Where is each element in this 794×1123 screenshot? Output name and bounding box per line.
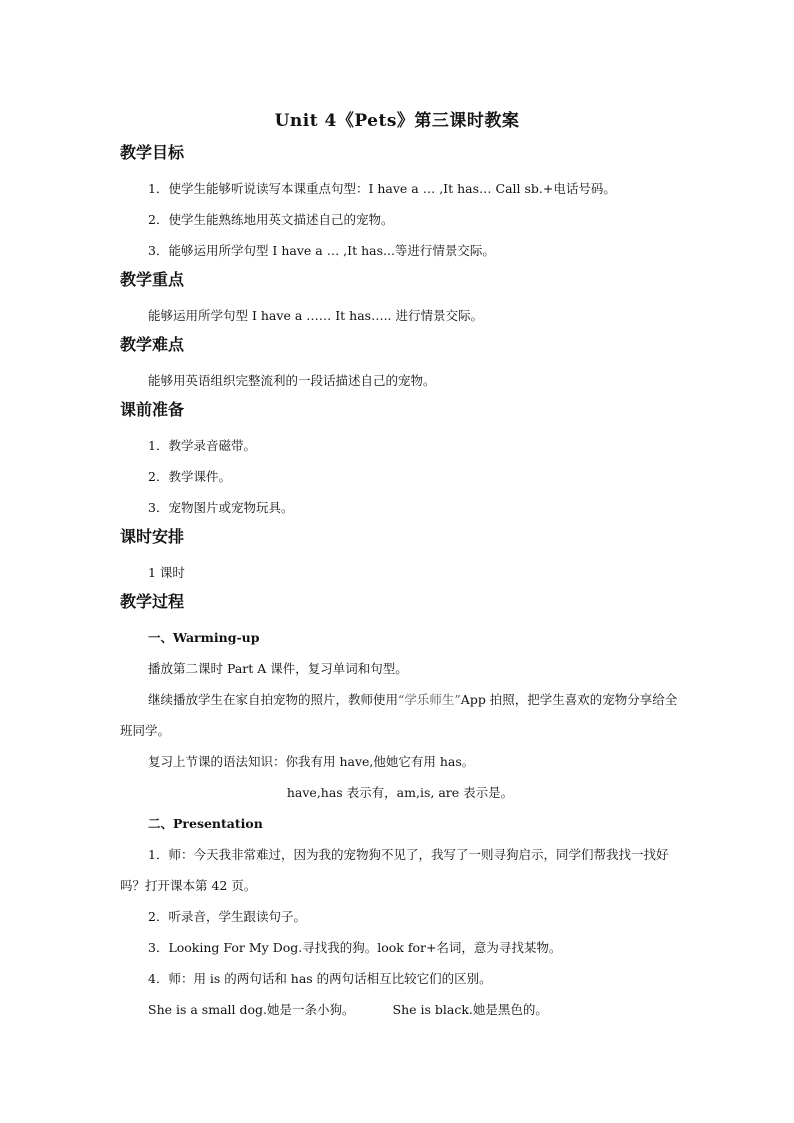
- warmup-text: App 拍照，把学生喜欢的宠物分享给全班同学。: [120, 692, 678, 738]
- presentation-item: 4．师：用 is 的两句话和 has 的两句话相互比较它们的区别。: [148, 971, 492, 986]
- section-heading-process: 教学过程: [120, 592, 185, 611]
- grammar-note: have,has 表示有，am,is, are 表示是。: [286, 785, 514, 800]
- warmup-paragraph: 播放第二课时 Part A 课件，复习单词和句型。: [148, 661, 408, 676]
- preparation-item: 1．教学录音磁带。: [148, 438, 256, 453]
- warmup-paragraph: 复习上节课的语法知识：你我有用 have,他她它有用 has。: [148, 754, 475, 769]
- example-sentence: She is black.她是黑色的。: [392, 1002, 548, 1017]
- document-body: [120, 143, 680, 1025]
- warmup-paragraph: [120, 684, 680, 746]
- objective-item: 1．使学生能够听说读写本课重点句型：I have a … ,It has… Call sb.+电话号码。: [148, 181, 616, 196]
- section-heading-difficulties: 教学难点: [120, 335, 185, 354]
- key-points-text: 能够运用所学句型 I have a …… It has….. 进行情景交际。: [148, 308, 483, 323]
- page-title: Unit 4《Pets》第三课时教案: [274, 111, 520, 131]
- section-heading-preparation: 课前准备: [120, 400, 185, 419]
- section-heading-objectives: 教学目标: [120, 143, 185, 162]
- example-sentence: She is a small dog.她是一条小狗。: [148, 1002, 355, 1017]
- objective-item: 2．使学生能熟练地用英文描述自己的宠物。: [148, 212, 394, 227]
- subheading-warmup: 一、Warming-up: [148, 630, 260, 645]
- example-sentences: [120, 994, 680, 1025]
- section-heading-key-points: 教学重点: [120, 270, 185, 289]
- presentation-item: 1．师：今天我非常难过，因为我的宠物狗不见了，我写了一则寻狗启示，同学们帮我找一找好吗？打开课本第 42 页。: [120, 847, 669, 893]
- presentation-item: 2．听录音，学生跟读句子。: [148, 909, 306, 924]
- schedule-text: 1 课时: [148, 565, 185, 580]
- app-name-quote: “学乐师生”: [398, 692, 461, 707]
- difficulties-text: 能够用英语组织完整流利的一段话描述自己的宠物。: [148, 373, 436, 388]
- subheading-presentation: 二、Presentation: [148, 816, 263, 831]
- preparation-item: 2．教学课件。: [148, 469, 231, 484]
- preparation-item: 3．宠物图片或宠物玩具。: [148, 500, 294, 515]
- warmup-text: 继续播放学生在家自拍宠物的照片，教师使用: [148, 692, 399, 707]
- section-heading-schedule: 课时安排: [120, 527, 185, 546]
- objective-item: 3．能够运用所学句型 I have a … ,It has...等进行情景交际。: [148, 243, 495, 258]
- presentation-item: 3．Looking For My Dog.寻找我的狗。look for+名词，意为寻找某物。: [148, 940, 562, 955]
